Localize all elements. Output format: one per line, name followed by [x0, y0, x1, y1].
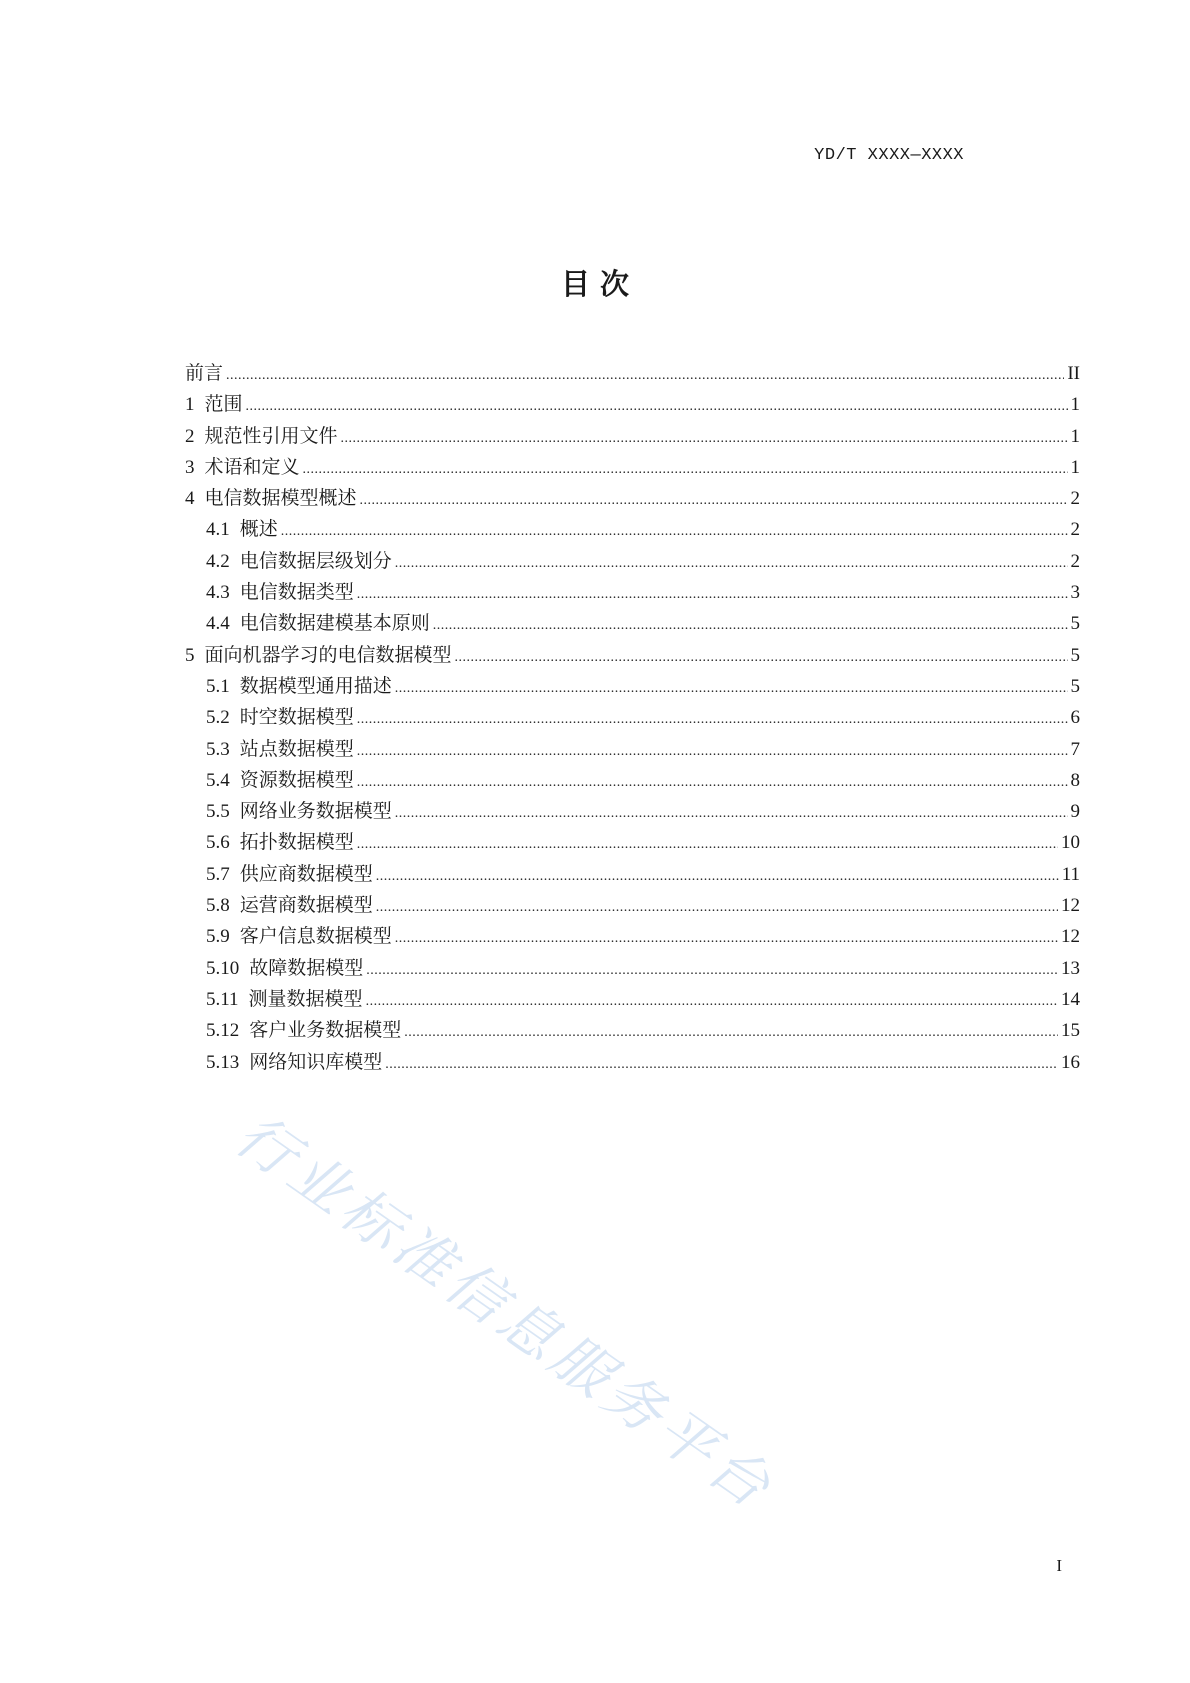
toc-entry[interactable] [185, 358, 1080, 389]
toc-entry-label: 术语和定义 [204, 456, 300, 478]
toc-leader-dots [366, 958, 1058, 980]
toc-entry[interactable] [185, 483, 1080, 514]
toc-entry[interactable] [185, 984, 1080, 1015]
toc-entry-label: 测量数据模型 [248, 988, 363, 1010]
toc-entry-number: 5.4 [206, 769, 230, 791]
toc-entry-number: 5.8 [206, 895, 230, 917]
toc-entry-page: 13 [1061, 957, 1080, 979]
toc-entry-page: 8 [1070, 769, 1080, 791]
toc-entry-number: 5.9 [206, 926, 230, 948]
toc-entry-label: 网络知识库模型 [249, 1051, 383, 1073]
toc-entry-page: 1 [1070, 456, 1080, 478]
toc-entry-page: 5 [1070, 644, 1080, 666]
toc-leader-dots [357, 582, 1068, 604]
toc-entry[interactable] [185, 765, 1080, 796]
toc-entry-page: 6 [1070, 707, 1080, 729]
toc-entry[interactable] [185, 546, 1080, 577]
toc-entry-number: 5.3 [206, 738, 230, 760]
toc-leader-dots [357, 832, 1058, 854]
toc-entry-page: 12 [1061, 926, 1080, 948]
toc-entry-label: 拓扑数据模型 [239, 832, 354, 854]
toc-leader-dots [376, 864, 1059, 886]
toc-entry-page: 10 [1061, 832, 1080, 854]
toc-leader-dots [395, 676, 1068, 698]
toc-entry[interactable] [185, 1047, 1080, 1078]
toc-leader-dots [360, 488, 1068, 510]
toc-entry-page: 7 [1070, 738, 1080, 760]
page-number: I [1056, 1556, 1062, 1575]
page-title: 目 次 [560, 267, 630, 301]
toc-entry-number: 4.3 [206, 582, 230, 604]
toc-entry-number: 5.5 [206, 801, 230, 823]
toc-entry-label: 电信数据模型概述 [204, 488, 357, 510]
toc-entry-page: 3 [1070, 582, 1080, 604]
toc-entry-page: 2 [1070, 550, 1080, 572]
toc-entry[interactable] [185, 577, 1080, 608]
toc-entry-page: 15 [1061, 1020, 1080, 1042]
toc-entry-label: 前言 [185, 363, 224, 384]
toc-entry[interactable] [185, 421, 1080, 452]
toc-entry-page: 2 [1070, 519, 1080, 541]
toc-leader-dots [246, 394, 1068, 416]
toc-entry[interactable] [185, 921, 1080, 952]
toc-entry[interactable] [185, 890, 1080, 921]
table-of-contents [185, 358, 1080, 1078]
toc-leader-dots [357, 707, 1068, 729]
toc-entry[interactable] [185, 953, 1080, 984]
toc-entry-number: 4.2 [206, 550, 230, 572]
toc-entry-label: 时空数据模型 [239, 707, 354, 729]
toc-entry-label: 客户信息数据模型 [239, 926, 392, 948]
toc-entry-number: 5.2 [206, 707, 230, 729]
toc-entry-label: 资源数据模型 [239, 769, 354, 791]
toc-entry-number: 5.12 [206, 1020, 240, 1042]
toc-entry-label: 电信数据类型 [239, 582, 354, 604]
toc-entry[interactable] [185, 389, 1080, 420]
toc-entry-number: 5.1 [206, 675, 230, 697]
toc-leader-dots [341, 426, 1068, 448]
toc-entry-page: 5 [1070, 613, 1080, 635]
toc-entry-number: 5.6 [206, 832, 230, 854]
toc-entry-label: 运营商数据模型 [239, 895, 373, 917]
toc-leader-dots [357, 739, 1068, 761]
toc-entry-label: 供应商数据模型 [239, 863, 373, 885]
toc-entry-label: 范围 [204, 394, 243, 416]
toc-entry-label: 客户业务数据模型 [249, 1020, 402, 1042]
toc-leader-dots [226, 363, 1064, 385]
toc-entry-page: 1 [1070, 425, 1080, 447]
toc-entry-number: 4.4 [206, 613, 230, 635]
toc-entry-label: 故障数据模型 [249, 957, 364, 979]
toc-leader-dots [433, 613, 1068, 635]
document-code: YD/T XXXX—XXXX [814, 146, 964, 165]
toc-leader-dots [376, 895, 1058, 917]
toc-entry[interactable] [185, 796, 1080, 827]
toc-leader-dots [455, 645, 1068, 667]
toc-entry-number: 5.11 [206, 988, 239, 1010]
toc-entry-label: 网络业务数据模型 [239, 801, 392, 823]
toc-entry-page: 16 [1061, 1051, 1080, 1073]
toc-entry-number: 3 [185, 456, 195, 478]
watermark: 行业标准信息服务平台 [223, 1100, 787, 1524]
toc-entry-number: 5.13 [206, 1051, 240, 1073]
toc-entry-page: 5 [1070, 675, 1080, 697]
toc-entry-page: 11 [1061, 863, 1080, 885]
toc-entry-number: 2 [185, 425, 195, 447]
toc-entry[interactable] [185, 452, 1080, 483]
toc-entry-label: 规范性引用文件 [204, 425, 338, 447]
toc-entry-page: 2 [1070, 488, 1080, 510]
toc-leader-dots [395, 926, 1058, 948]
toc-entry-label: 概述 [239, 519, 278, 541]
toc-entry[interactable] [185, 1015, 1080, 1046]
toc-entry-number: 5 [185, 644, 195, 666]
toc-leader-dots [395, 551, 1068, 573]
toc-leader-dots [385, 1052, 1058, 1074]
toc-leader-dots [281, 519, 1068, 541]
toc-entry-label: 站点数据模型 [239, 738, 354, 760]
toc-leader-dots [395, 801, 1068, 823]
toc-entry-number: 1 [185, 394, 195, 416]
toc-entry-page: 14 [1061, 988, 1080, 1010]
toc-entry[interactable] [185, 827, 1080, 858]
toc-leader-dots [303, 457, 1068, 479]
toc-entry[interactable] [185, 640, 1080, 671]
toc-entry[interactable] [185, 702, 1080, 733]
toc-entry-page: 1 [1070, 394, 1080, 416]
toc-entry[interactable] [185, 859, 1080, 890]
toc-entry-label: 面向机器学习的电信数据模型 [204, 644, 452, 666]
toc-entry-number: 4.1 [206, 519, 230, 541]
toc-entry-number: 5.10 [206, 957, 240, 979]
toc-entry[interactable] [185, 608, 1080, 639]
toc-entry-page: II [1067, 363, 1080, 384]
toc-entry-label: 数据模型通用描述 [239, 675, 392, 697]
toc-entry-number: 4 [185, 488, 195, 510]
toc-entry-page: 9 [1070, 801, 1080, 823]
toc-leader-dots [357, 770, 1068, 792]
toc-leader-dots [366, 989, 1058, 1011]
toc-leader-dots [404, 1020, 1058, 1042]
toc-entry[interactable] [185, 671, 1080, 702]
toc-entry[interactable] [185, 514, 1080, 545]
toc-entry-page: 12 [1061, 895, 1080, 917]
toc-entry[interactable] [185, 734, 1080, 765]
toc-entry-number: 5.7 [206, 863, 230, 885]
toc-entry-label: 电信数据层级划分 [239, 550, 392, 572]
toc-entry-label: 电信数据建模基本原则 [239, 613, 430, 635]
